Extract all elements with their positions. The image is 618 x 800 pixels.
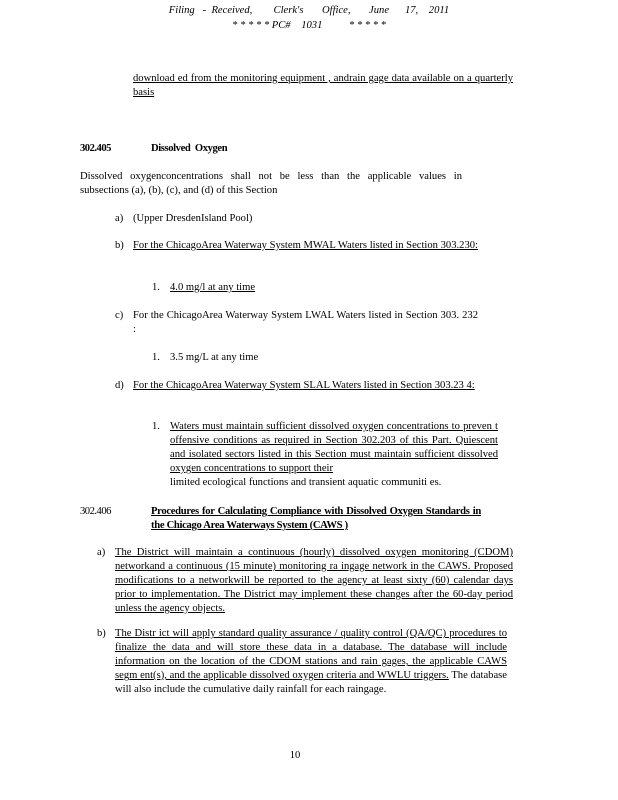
- item-a-marker: a): [115, 213, 124, 224]
- item-d-marker: d): [115, 380, 124, 391]
- section-302-406-a-marker: a): [97, 547, 106, 558]
- item-d-text: For the ChicagoArea Waterway System SLAL Waters listed in Section 303.23 4:: [133, 380, 475, 391]
- item-c1-text: 3.5 mg/L at any time: [170, 352, 259, 363]
- filing-header-line1: Filing - Received, Clerk's Office, June 17, 2011: [168, 5, 450, 16]
- item-b1-marker: 1.: [152, 282, 160, 293]
- item-b1-text: 4.0 mg/l at any time: [170, 282, 256, 293]
- section-302-405-intro: Dissolved oxygenconcentrations shall not be less than the applicable values in subsections (a), (b), (c), and (d) of this Section: [80, 171, 462, 196]
- item-c-marker: c): [115, 310, 124, 321]
- item-d1-plain-text: limited ecological functions and transient aquatic communiti es.: [170, 477, 442, 488]
- intro-continuation: download ed from the monitoring equipment , andrain gage data available on a quarterly basis: [133, 73, 513, 98]
- section-number-302-406: 302.406: [80, 506, 111, 517]
- item-d1-marker: 1.: [152, 421, 160, 432]
- item-c1-marker: 1.: [152, 352, 160, 363]
- page-number: 10: [289, 750, 301, 761]
- section-302-406-b-plain-text: The database will also include the cumulative daily rainfall for each raingage.: [115, 670, 507, 695]
- item-a-text: (Upper DresdenIsland Pool): [133, 213, 253, 224]
- section-number-302-405: 302.405: [80, 143, 111, 154]
- section-302-406-a-text: The District will maintain a continuous (hourly) dissolved oxygen monitoring (CDOM) networkand a continuous (15 minute) monitoring ra ingage network in the CAWS. Proposed modifications to a networkwill be reported to the agency at least sixty (60) calendar days prior to implementation. The District may implement these changes after the 60-day period unless the agency objects.: [115, 547, 513, 614]
- item-b-text: For the ChicagoArea Waterway System MWAL Waters listed in Section 303.230:: [133, 240, 478, 251]
- section-302-406-b-underlined-text: The Distr ict will apply standard quality assurance / quality control (QA/QC) procedures to finalize the data and will store these data in a database. The database will include information on the location of the CDOM stations and rain gages, the applicable CAWS segm ent(s), and the applicable dissolved oxygen criteria and WWLU triggers.: [115, 628, 507, 681]
- section-302-406-b-marker: b): [97, 628, 106, 639]
- filing-header-line2: * * * * * PC# 1031 * * * * *: [232, 20, 386, 31]
- section-302-406-b-paragraph: [115, 627, 507, 697]
- item-b-marker: b): [115, 240, 124, 251]
- item-d1-underlined-text: Waters must maintain sufficient dissolved oxygen concentrations to preven t offensive conditions as required in Section 302.203 of this Part. Quiescent and isolated sectors listed in this Section must maintain sufficient dissolved oxygen concentrations to support their: [170, 421, 498, 474]
- section-title-302-405: Dissolved Oxygen: [151, 143, 228, 154]
- item-c-text: For the ChicagoArea Waterway System LWAL Waters listed in Section 303. 232 :: [133, 310, 478, 335]
- section-title-302-406: Procedures for Calculating Compliance with Dissolved Oxygen Standards in the Chicago Area Waterways System (CAWS ): [151, 506, 481, 531]
